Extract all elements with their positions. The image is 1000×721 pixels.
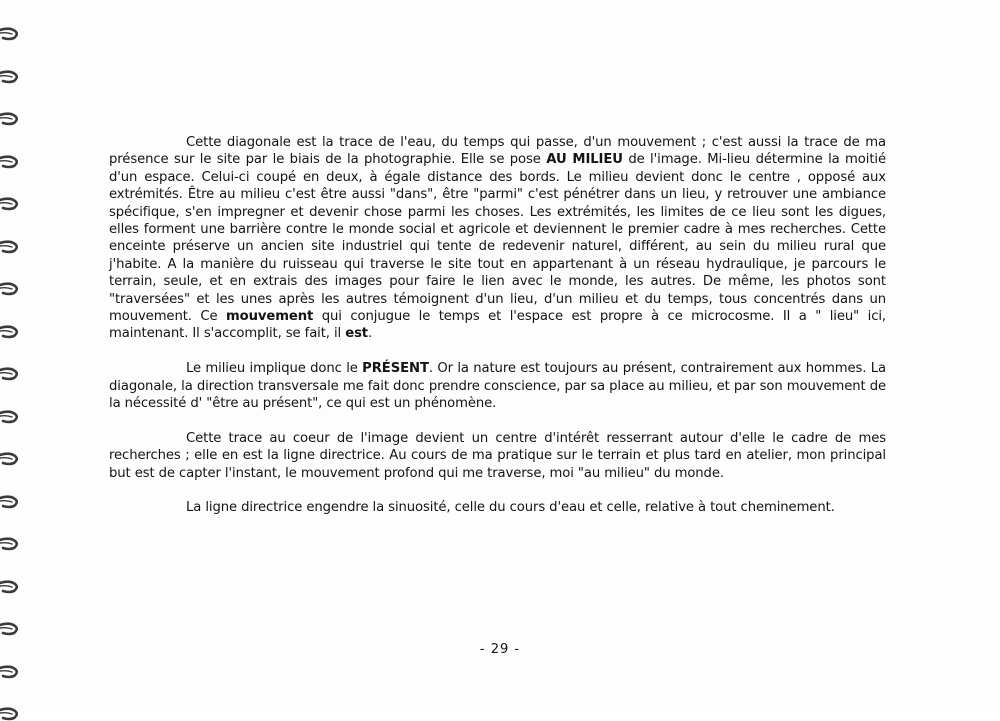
spiral-binding-ring-icon <box>0 367 22 381</box>
paragraph-3 <box>109 430 886 482</box>
spiral-binding-ring-icon <box>0 707 22 721</box>
bold-emphasis: PRÉSENT <box>362 361 429 377</box>
spiral-binding-ring-icon <box>0 410 22 424</box>
spiral-binding-ring-icon <box>0 665 22 679</box>
spiral-binding-ring-icon <box>0 622 22 636</box>
spiral-binding-ring-icon <box>0 580 22 594</box>
spiral-binding-ring-icon <box>0 155 22 169</box>
spiral-binding-ring-icon <box>0 197 22 211</box>
text-segment: Cette diagonale est la trace de l'eau, du temps qui passe, d'un mouvement ; c'est aussi la trace de ma présence sur le site par le biais de la photographie. Elle se pose <box>109 135 886 168</box>
bold-emphasis: mouvement <box>226 309 314 325</box>
spiral-binding-ring-icon <box>0 27 22 41</box>
bold-emphasis: AU MILIEU <box>546 152 623 168</box>
spiral-binding-ring-icon <box>0 112 22 126</box>
text-segment: qui conjugue le temps et l'espace est propre à ce microcosme. Il a " lieu" ici, maintenant. Il s'accomplit, se fait, il <box>109 309 886 342</box>
page-number: - 29 - <box>479 642 521 657</box>
text-segment: Le milieu implique donc le <box>186 361 363 377</box>
text-segment: La ligne directrice engendre la sinuosité, celle du cours d'eau et celle, relative à tout cheminement. <box>186 500 835 516</box>
text-segment: . Or la nature est toujours au présent, contrairement aux hommes. La diagonale, la direction transversale me fait donc prendre conscience, par sa place au milieu, et par son mouvement de la nécessité d' "être au présent", ce qui est un phénomène. <box>109 361 886 412</box>
spiral-binding-ring-icon <box>0 282 22 296</box>
spiral-binding <box>0 0 30 710</box>
text-segment: . <box>368 326 373 342</box>
text-segment: de l'image. Mi-lieu détermine la moitié d'un espace. Celui-ci coupé en deux, à égale distance des bords. Le milieu devient donc le centre , opposé aux extrémités. Être au milieu c'est être aussi "dans", être "parmi" c'est pénétrer dans un lieu, y retrouver une ambiance spécifique, s'en impregner et devenir chose parmi les choses. Les extrémités, les limites de ce lieu sont les digues, elles forment une barrière contre le monde social et agricole et deviennent le premier cadre à mes recherches. Cette enceinte préserve un ancien site industriel qui tente de redevenir naturel, différent, au sein du milieu rural que j'habite. A la manière du ruisseau qui traverse le site tout en appartenant à un réseau hydraulique, je parcours le terrain, seule, et en extrais des images pour faire le lien avec le monde, les autres. De même, les photos sont "traversées" et les unes après les autres témoignent d'un lieu, d'un milieu et du temps, tous concentrés dans un mouvement. Ce <box>109 152 886 325</box>
paragraph-2 <box>109 360 886 412</box>
paragraph-4 <box>109 499 886 516</box>
bold-emphasis: est <box>345 326 369 342</box>
spiral-binding-ring-icon <box>0 240 22 254</box>
spiral-binding-ring-icon <box>0 537 22 551</box>
spiral-binding-ring-icon <box>0 70 22 84</box>
spiral-binding-ring-icon <box>0 452 22 466</box>
paragraph-1 <box>109 134 886 343</box>
spiral-binding-ring-icon <box>0 325 22 339</box>
body-text <box>109 134 886 517</box>
spiral-binding-ring-icon <box>0 495 22 509</box>
text-segment: Cette trace au coeur de l'image devient un centre d'intérêt resserrant autour d'elle le cadre de mes recherches ; elle en est la ligne directrice. Au cours de ma pratique sur le terrain et plus tard en atelier, mon principal but est de capter l'instant, le mouvement profond qui me traverse, moi "au milieu" du monde. <box>109 430 886 481</box>
